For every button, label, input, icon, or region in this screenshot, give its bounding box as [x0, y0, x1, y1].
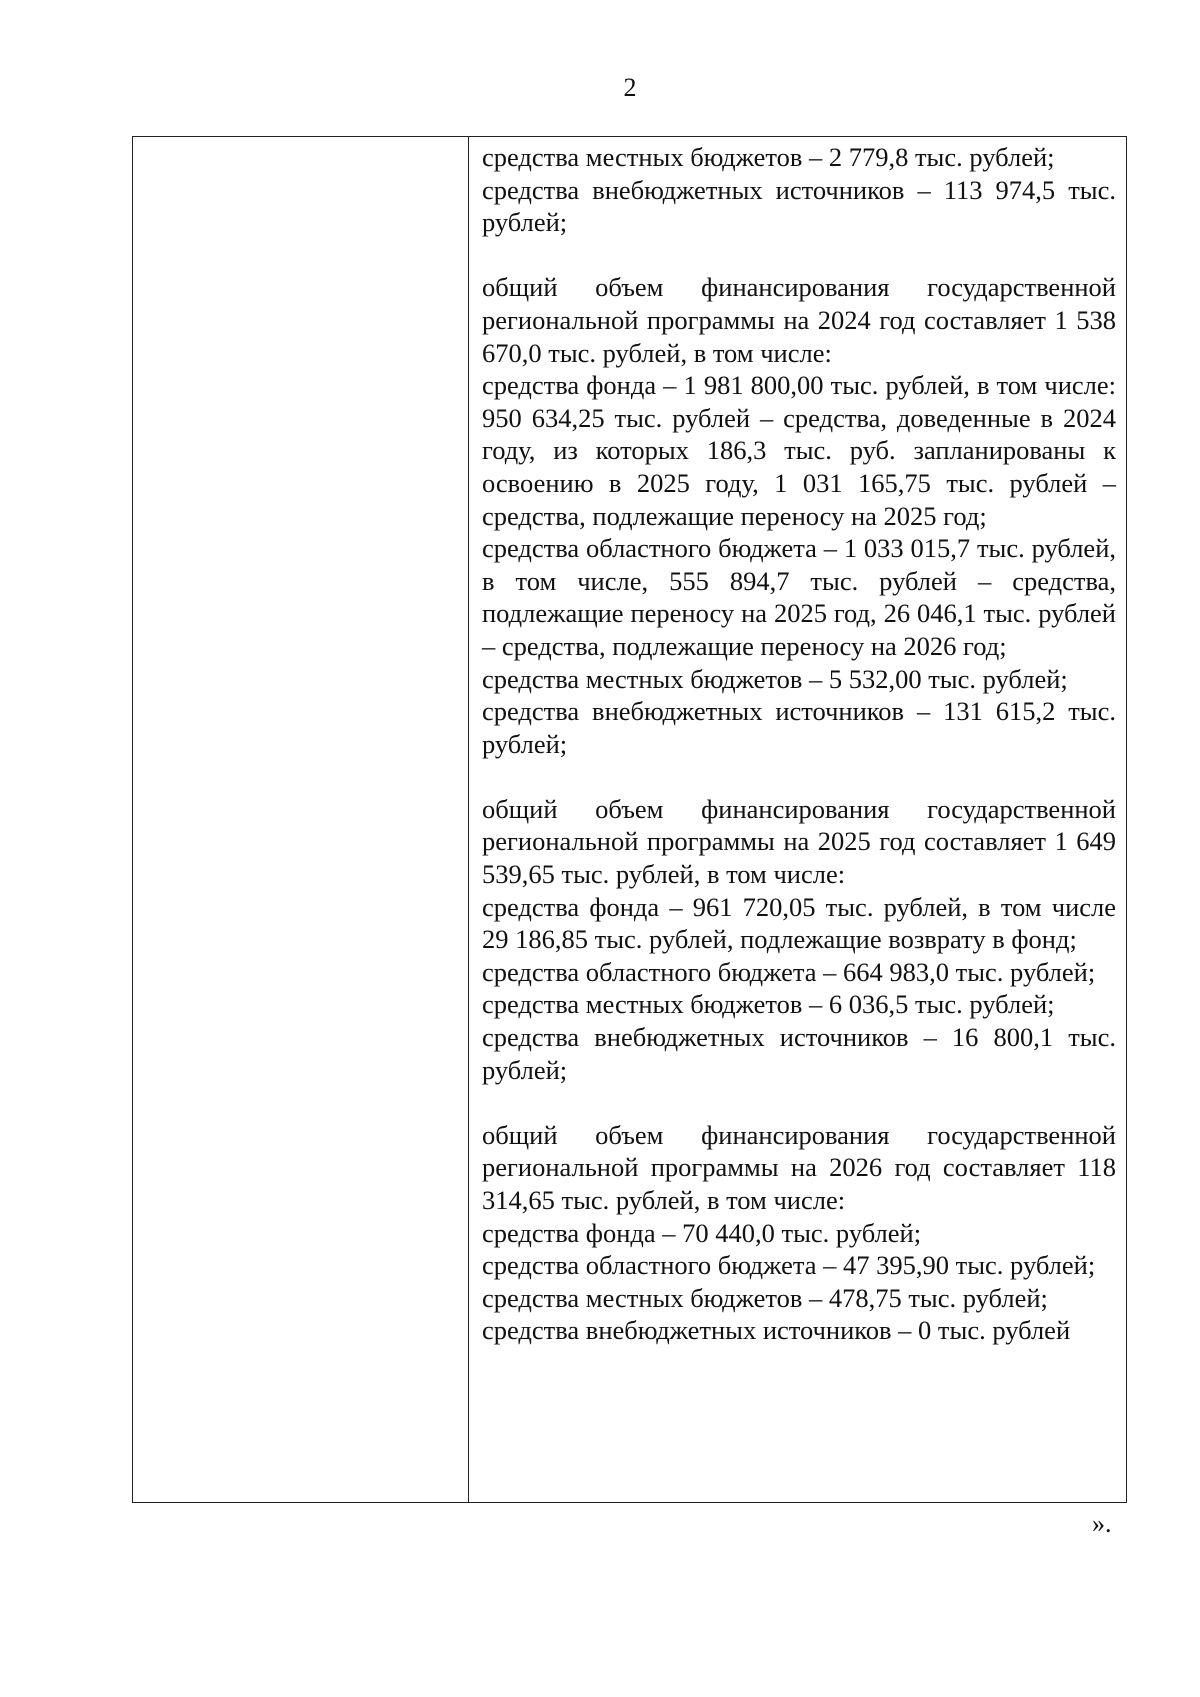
funding-block-2026	[482, 1119, 1116, 1347]
table-right-cell	[482, 141, 1116, 1347]
paragraph: общий объем финансирования государственной региональной программы на 2026 год составляет 118 314,65 тыс. рублей, в том числе:	[482, 1119, 1116, 1215]
page-number: 2	[623, 73, 637, 102]
funding-block-2024	[482, 271, 1116, 760]
paragraph: средства фонда – 70 440,0 тыс. рублей;	[482, 1217, 922, 1248]
paragraph: общий объем финансирования государственной региональной программы на 2025 год составляет 1 649 539,65 тыс. рублей, в том числе:	[482, 793, 1116, 890]
closing-quote-mark: ».	[1092, 1509, 1112, 1538]
block-spacer	[482, 239, 1116, 272]
paragraph: средства фонда – 1 981 800,00 тыс. рублей, в том числе: 950 634,25 тыс. рублей – средства, доведенные в 2024 году, из которых 186,3 тыс. руб. запланированы к освоению в 2025 году, 1 031 165,75 тыс. рублей – средства, подлежащие переносу на 2025 год;	[482, 370, 1116, 531]
paragraph: средства областного бюджета – 664 983,0 тыс. рублей;	[482, 956, 1096, 987]
paragraph: общий объем финансирования государственной региональной программы на 2024 год составляет 1 538 670,0 тыс. рублей, в том числе:	[482, 272, 1116, 368]
paragraph: средства местных бюджетов – 6 036,5 тыс. рублей;	[482, 989, 1055, 1020]
paragraph: средства местных бюджетов – 478,75 тыс. рублей;	[482, 1282, 1048, 1313]
block-spacer	[482, 1086, 1116, 1119]
paragraph: средства фонда – 961 720,05 тыс. рублей, в том числе 29 186,85 тыс. рублей, подлежащие возврату в фонд;	[482, 891, 1116, 955]
funding-block-2025	[482, 793, 1116, 1086]
table-left-cell	[133, 137, 469, 1502]
paragraph: средства местных бюджетов – 2 779,8 тыс. рублей;	[482, 142, 1055, 172]
paragraph: средства внебюджетных источников – 16 800,1 тыс. рублей;	[482, 1022, 1116, 1085]
paragraph: средства внебюджетных источников – 131 615,2 тыс. рублей;	[482, 696, 1116, 759]
block-spacer	[482, 760, 1116, 793]
paragraph: средства местных бюджетов – 5 532,00 тыс. рублей;	[482, 663, 1068, 694]
funding-block-local-and-extrabudget	[482, 141, 1116, 239]
paragraph: средства областного бюджета – 1 033 015,7 тыс. рублей, в том числе, 555 894,7 тыс. рублей – средства, подлежащие переносу на 2025 год, 26 046,1 тыс. рублей – средства, подлежащие переносу на 2026 год;	[482, 533, 1116, 661]
funding-table	[132, 136, 1127, 1503]
paragraph: средства внебюджетных источников – 0 тыс. рублей	[482, 1315, 1071, 1346]
paragraph: средства областного бюджета – 47 395,90 тыс. рублей;	[482, 1250, 1096, 1281]
paragraph: средства внебюджетных источников – 113 974,5 тыс. рублей;	[482, 174, 1116, 238]
